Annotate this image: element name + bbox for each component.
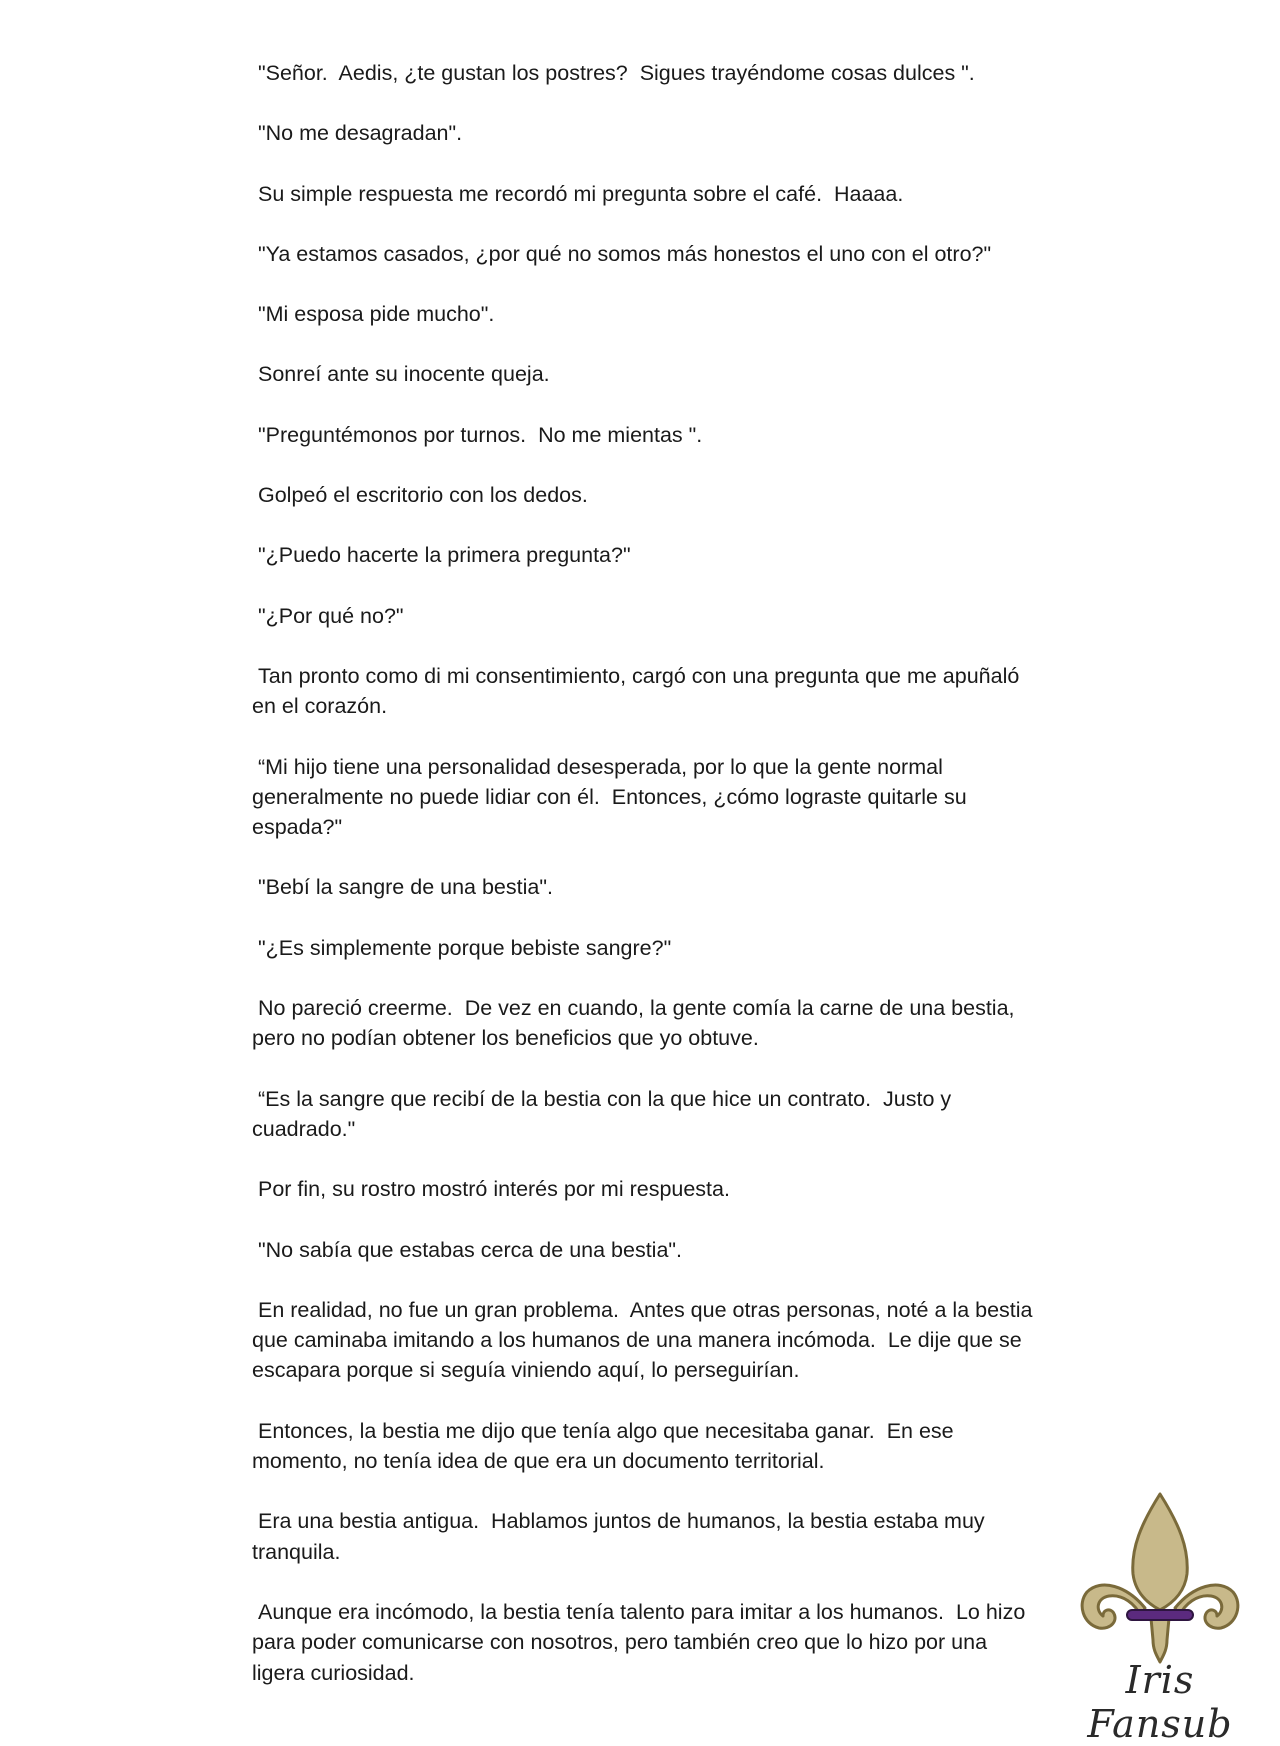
paragraph: Su simple respuesta me recordó mi pregunta sobre el café. Haaaa.: [252, 181, 904, 206]
paragraph: "Señor. Aedis, ¿te gustan los postres? Sigues trayéndome cosas dulces ".: [252, 61, 975, 85]
paragraph: "Bebí la sangre de una bestia".: [252, 875, 553, 900]
paragraph: Entonces, la bestia me dijo que tenía algo que necesitaba ganar. En ese momento, no tenía idea de que era un documento territorial.: [252, 1418, 960, 1474]
paragraph: "Mi esposa pide mucho".: [252, 302, 495, 327]
paragraph: Tan pronto como di mi consentimiento, cargó con una pregunta que me apuñaló en el corazón.: [252, 663, 1026, 719]
paragraph: Era una bestia antigua. Hablamos juntos de humanos, la bestia estaba muy tranquila.: [252, 1509, 991, 1564]
paragraph: "No me desagradan".: [252, 121, 463, 146]
paragraph: "¿Puedo hacerte la primera pregunta?": [252, 543, 631, 568]
paragraph: Por fin, su rostro mostró interés por mi respuesta.: [252, 1177, 730, 1202]
paragraph: En realidad, no fue un gran problema. Antes que otras personas, noté a la bestia que caminaba imitando a los humanos de una manera incómoda. Le dije que se escapara porque si seguía viniendo aquí, lo perseguirían.: [252, 1297, 1039, 1383]
paragraph: Aunque era incómodo, la bestia tenía talento para imitar a los humanos. Lo hizo para poder comunicarse con nosotros, pero también creo que lo hizo por una ligera curiosidad.: [252, 1599, 1032, 1685]
paragraph: Sonreí ante su inocente queja.: [252, 362, 550, 387]
paragraph: "No sabía que estabas cerca de una bestia".: [252, 1237, 683, 1262]
paragraph: “Es la sangre que recibí de la bestia con la que hice un contrato. Justo y cuadrado.": [252, 1086, 958, 1141]
paragraph: "¿Es simplemente porque bebiste sangre?": [252, 935, 672, 960]
fleur-de-lis-icon: [1075, 1490, 1245, 1665]
document-body: [252, 58, 1042, 1718]
watermark: [1060, 1490, 1260, 1746]
paragraph: "Ya estamos casados, ¿por qué no somos más honestos el uno con el otro?": [252, 241, 992, 266]
paragraph: "¿Por qué no?": [252, 603, 404, 628]
paragraph: Golpeó el escritorio con los dedos.: [252, 483, 588, 508]
watermark-text: Iris Fansub: [1087, 1658, 1233, 1746]
paragraph: “Mi hijo tiene una personalidad desesperada, por lo que la gente normal generalmente no puede lidiar con él. Entonces, ¿cómo lograste quitarle su espada?": [252, 754, 973, 840]
paragraph: "Preguntémonos por turnos. No me mientas ".: [252, 422, 703, 447]
paragraph: No pareció creerme. De vez en cuando, la gente comía la carne de una bestia, pero no podían obtener los beneficios que yo obtuve.: [252, 996, 1021, 1051]
